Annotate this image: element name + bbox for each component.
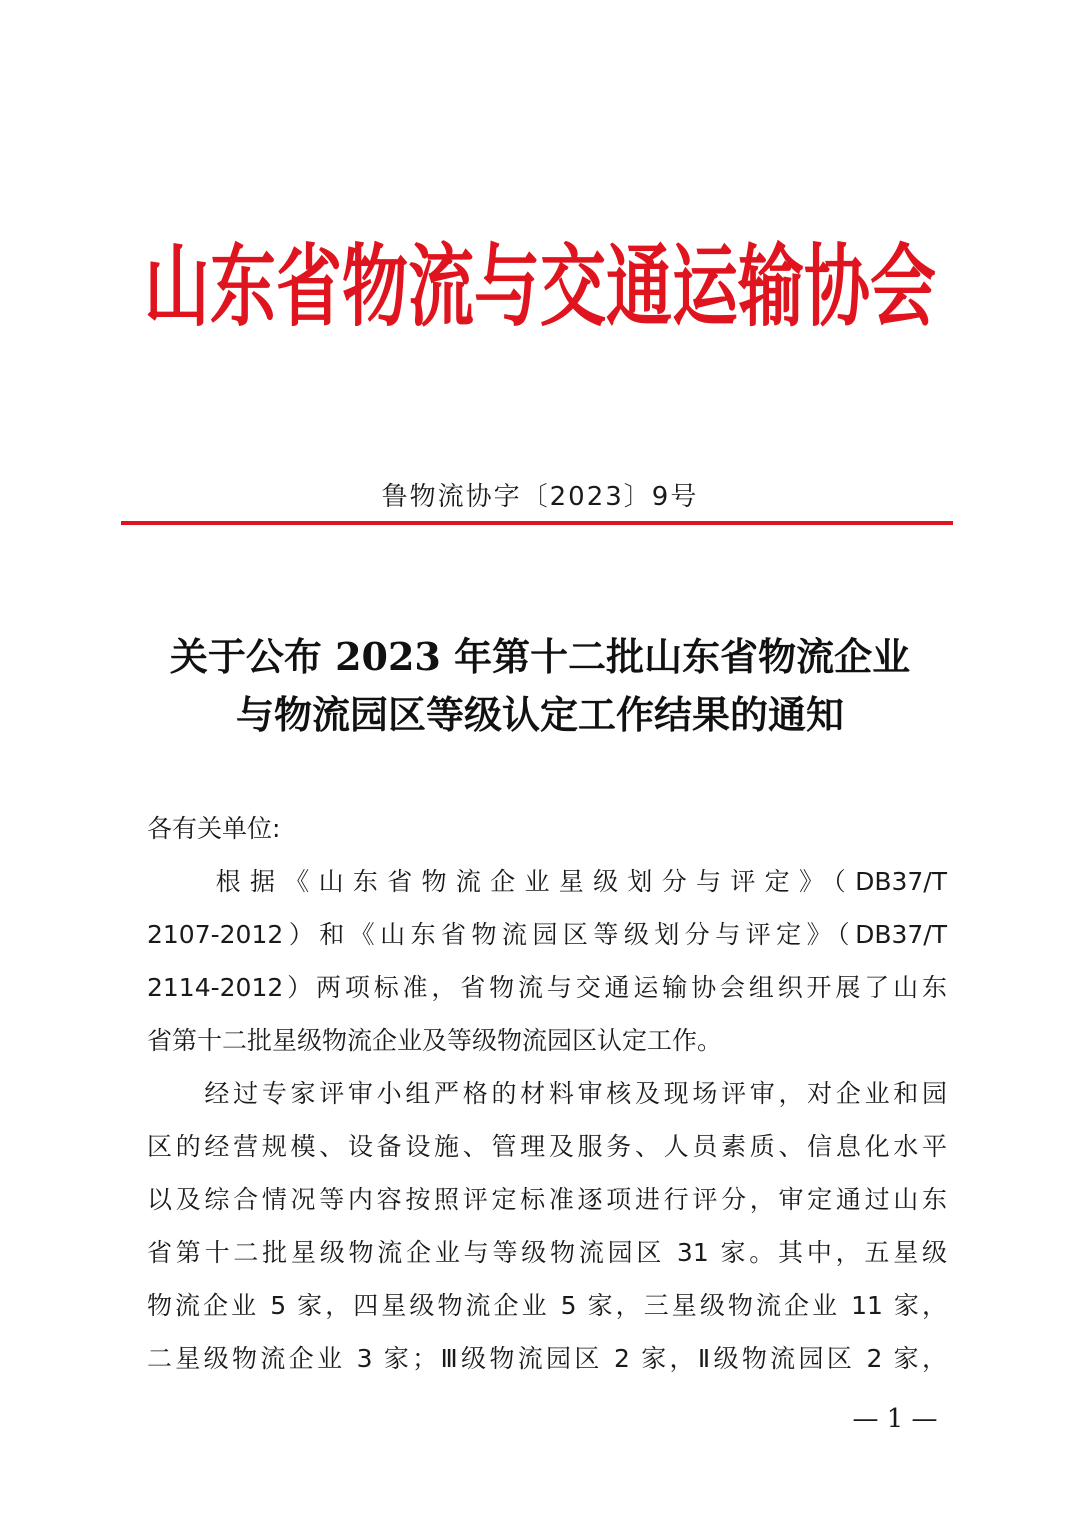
document-body (147, 802, 947, 1385)
document-title (120, 628, 960, 744)
document-number: 鲁物流协字〔2023〕9号 (381, 482, 699, 512)
paragraph-line: 二星级物流企业 3 家；Ⅲ级物流园区 2 家，Ⅱ级物流园区 2 家， (147, 1344, 947, 1373)
paragraph-line: 物流企业 5 家，四星级物流企业 5 家，三星级物流企业 11 家， (147, 1291, 947, 1320)
paragraph-line: 区的经营规模、设备设施、管理及服务、人员素质、信息化水平 (147, 1132, 947, 1161)
paragraph-line: 以及综合情况等内容按照评定标准逐项进行评分，审定通过山东 (147, 1185, 947, 1214)
title-line-1: 关于公布 2023 年第十二批山东省物流企业 (169, 634, 911, 679)
paragraph-line: 省第十二批星级物流企业及等级物流园区认定工作。 (147, 1026, 723, 1055)
paragraph-line: 2114-2012）两项标准，省物流与交通运输协会组织开展了山东 (147, 973, 947, 1002)
paragraph-line: 根据《山东省物流企业星级划分与评定》（DB37/T (147, 867, 947, 896)
paragraph-line: 2107-2012）和《山东省物流园区等级划分与评定》（DB37/T (147, 920, 947, 949)
paragraph-1 (147, 855, 947, 1067)
red-divider-line (121, 521, 953, 525)
page-number: — 1 — (852, 1404, 938, 1434)
salutation: 各有关单位: (147, 814, 281, 843)
organization-header: 山东省物流与交通运输协会 (144, 235, 936, 340)
paragraph-line: 省第十二批星级物流企业与等级物流园区 31 家。其中，五星级 (147, 1238, 947, 1267)
paragraph-2 (147, 1067, 947, 1385)
paragraph-line: 经过专家评审小组严格的材料审核及现场评审，对企业和园 (147, 1079, 947, 1108)
title-line-2: 与物流园区等级认定工作结果的通知 (235, 692, 844, 737)
